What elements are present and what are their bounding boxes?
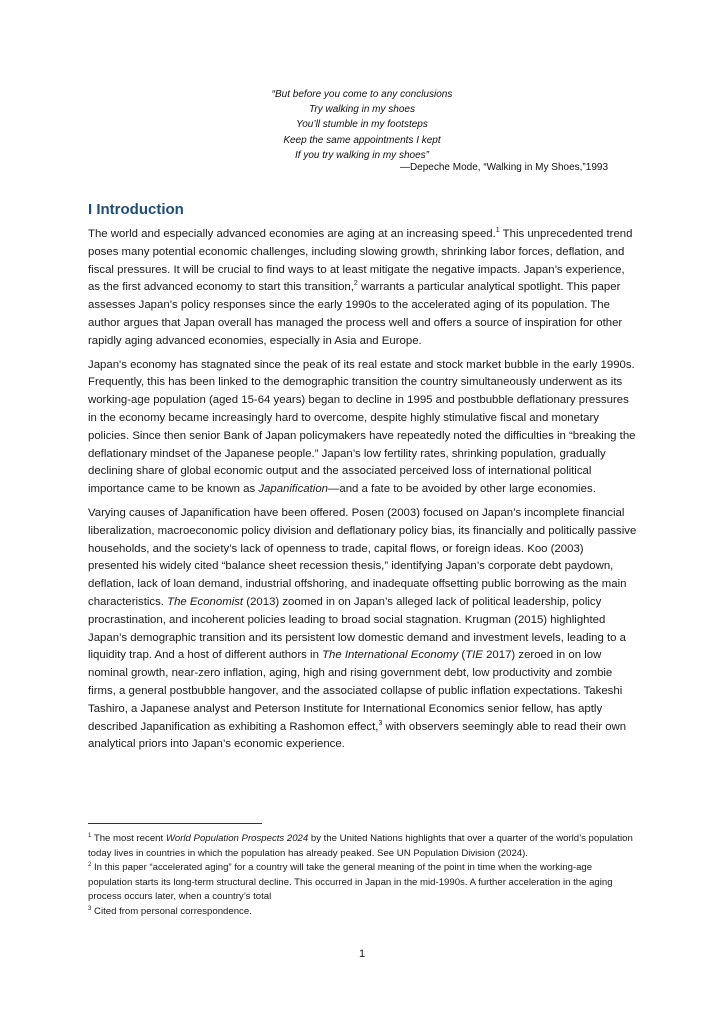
footnote-separator — [88, 823, 262, 824]
footnote-ref-3[interactable]: 3 — [378, 719, 383, 727]
footnote-2 — [88, 861, 637, 905]
footnote-ref-1[interactable]: 1 — [495, 227, 500, 235]
italic-title: TIE — [465, 649, 483, 662]
text-run: Japan's economy has stagnated since the peak of its real estate and stock market bubble in the early 1990s. Frequently, this has been linked to the demographic transition the country simultaneously underwent as its working-age population (aged 15-64 years) began to decline in 1995 and postbubble deflationary pressures in the economy became increasingly hard to overcome, despite highly stimulative fiscal and monetary policies. Since then senior Bank of Japan policymakers have repeatedly noted the difficulties in “breaking the deflationary mindset of the Japanese people.” Japan’s low fertility rates, shrinking population, gradually declining share of global economic output and the associated perceived loss of international political importance came to be known as — [88, 358, 636, 496]
text-run: ( — [458, 649, 466, 662]
footnote-3 — [88, 905, 637, 920]
text-run: Varying causes of Japanification have been offered. Posen (2003) focused on Japan’s incomplete financial liberalization, macroeconomic policy division and deflationary policy bias, its financially and politically passive households, and the society’s lack of openness to trade, capital flows, or foreign ideas. Koo (2003) presented his widely cited “balance sheet recession thesis,” identifying Japan’s corporate debt paydown, deflation, lack of loan demand, industrial offshoring, and inadequate offsetting public borrowing as the main characteristics. — [88, 506, 637, 608]
paragraph-3 — [88, 505, 637, 754]
text-run: The world and especially advanced economies are aging at an increasing speed. — [88, 228, 496, 240]
text-run: In this paper “accelerated aging” for a country will take the general meaning of the point in time when the working-age population starts its long-term structural decline. This occurred in Japan in the mid-1990s. A further acceleration in the aging process occurs later, when a country’s total — [88, 862, 613, 903]
text-run: This unprecedented trend poses many potential economic challenges, including slowing growth, shrinking labor forces, deflation, and fiscal pressures. It will be crucial to find ways to at least mitigate the negative impacts. Japan’s experience, as the first advanced economy to start this transition, — [88, 228, 633, 294]
footnote-number: 1 — [88, 832, 92, 839]
epigraph-line: Keep the same appointments I kept — [283, 134, 441, 146]
epigraph-line: “But before you come to any conclusions — [271, 89, 453, 100]
footnote-number: 3 — [88, 905, 92, 912]
text-run: with observers seemingly able to read their own analytical priors into Japan’s economic experience. — [88, 720, 627, 751]
italic-title: The International Economy — [322, 649, 459, 662]
text-run: (2013) zoomed in on Japan’s alleged lack of political leadership, policy procrastination, and incoherent policies leading to broad social stagnation. Krugman (2015) highlighted Japan’s demographic transition and its persistent low domestic demand and investment levels, leading to a liquidity trap. And a host of different authors in — [88, 595, 626, 662]
text-run: warrants a particular analytical spotlight. This paper assesses Japan’s policy responses since the early 1990s to the accelerated aging of its population. The author argues that Japan overall has managed the process well and offers a source of inspiration for other rapidly aging advanced economies, especially in Asia and Europe. — [88, 281, 623, 347]
text-run: Cited from personal correspondence. — [91, 905, 252, 917]
footnote-1 — [88, 832, 637, 861]
text-run: 2017) zeroed in on low nominal growth, near-zero inflation, aging, high and rising government debt, low productivity and zombie firms, a general postbubble hangover, and the associated collapse of public inflation expectations. Takeshi Tashiro, a Japanese analyst and Peterson Institute for International Economics senior fellow, has aptly described Japanification as exhibiting a Rashomon effect, — [88, 649, 623, 733]
footnote-ref-2[interactable]: 2 — [353, 280, 358, 288]
epigraph — [88, 87, 636, 163]
text-run: The most recent — [91, 833, 166, 844]
epigraph-line: If you try walking in my shoes” — [295, 149, 429, 161]
footnotes — [88, 832, 637, 920]
paragraph-2 — [88, 357, 637, 499]
epigraph-attribution: —Depeche Mode, “Walking in My Shoes,”1993 — [399, 162, 608, 173]
body-text — [88, 226, 637, 760]
italic-term: Japanification — [258, 483, 328, 496]
epigraph-line: You’ll stumble in my footsteps — [296, 119, 428, 131]
text-run: —and a fate to be avoided by other large economies. — [328, 483, 596, 496]
page-number: 1 — [358, 948, 366, 960]
italic-title: The Economist — [167, 595, 244, 608]
italic-title: World Population Prospects 2024 — [165, 833, 309, 844]
footnote-number: 2 — [88, 862, 92, 868]
paragraph-1 — [88, 226, 637, 351]
section-heading: I Introduction — [88, 201, 184, 218]
epigraph-line: Try walking in my shoes — [309, 104, 415, 116]
text-run: by the United Nations highlights that over a quarter of the world’s population today lives in countries in which the population has already peaked. See UN Population Division (2024). — [88, 833, 633, 859]
